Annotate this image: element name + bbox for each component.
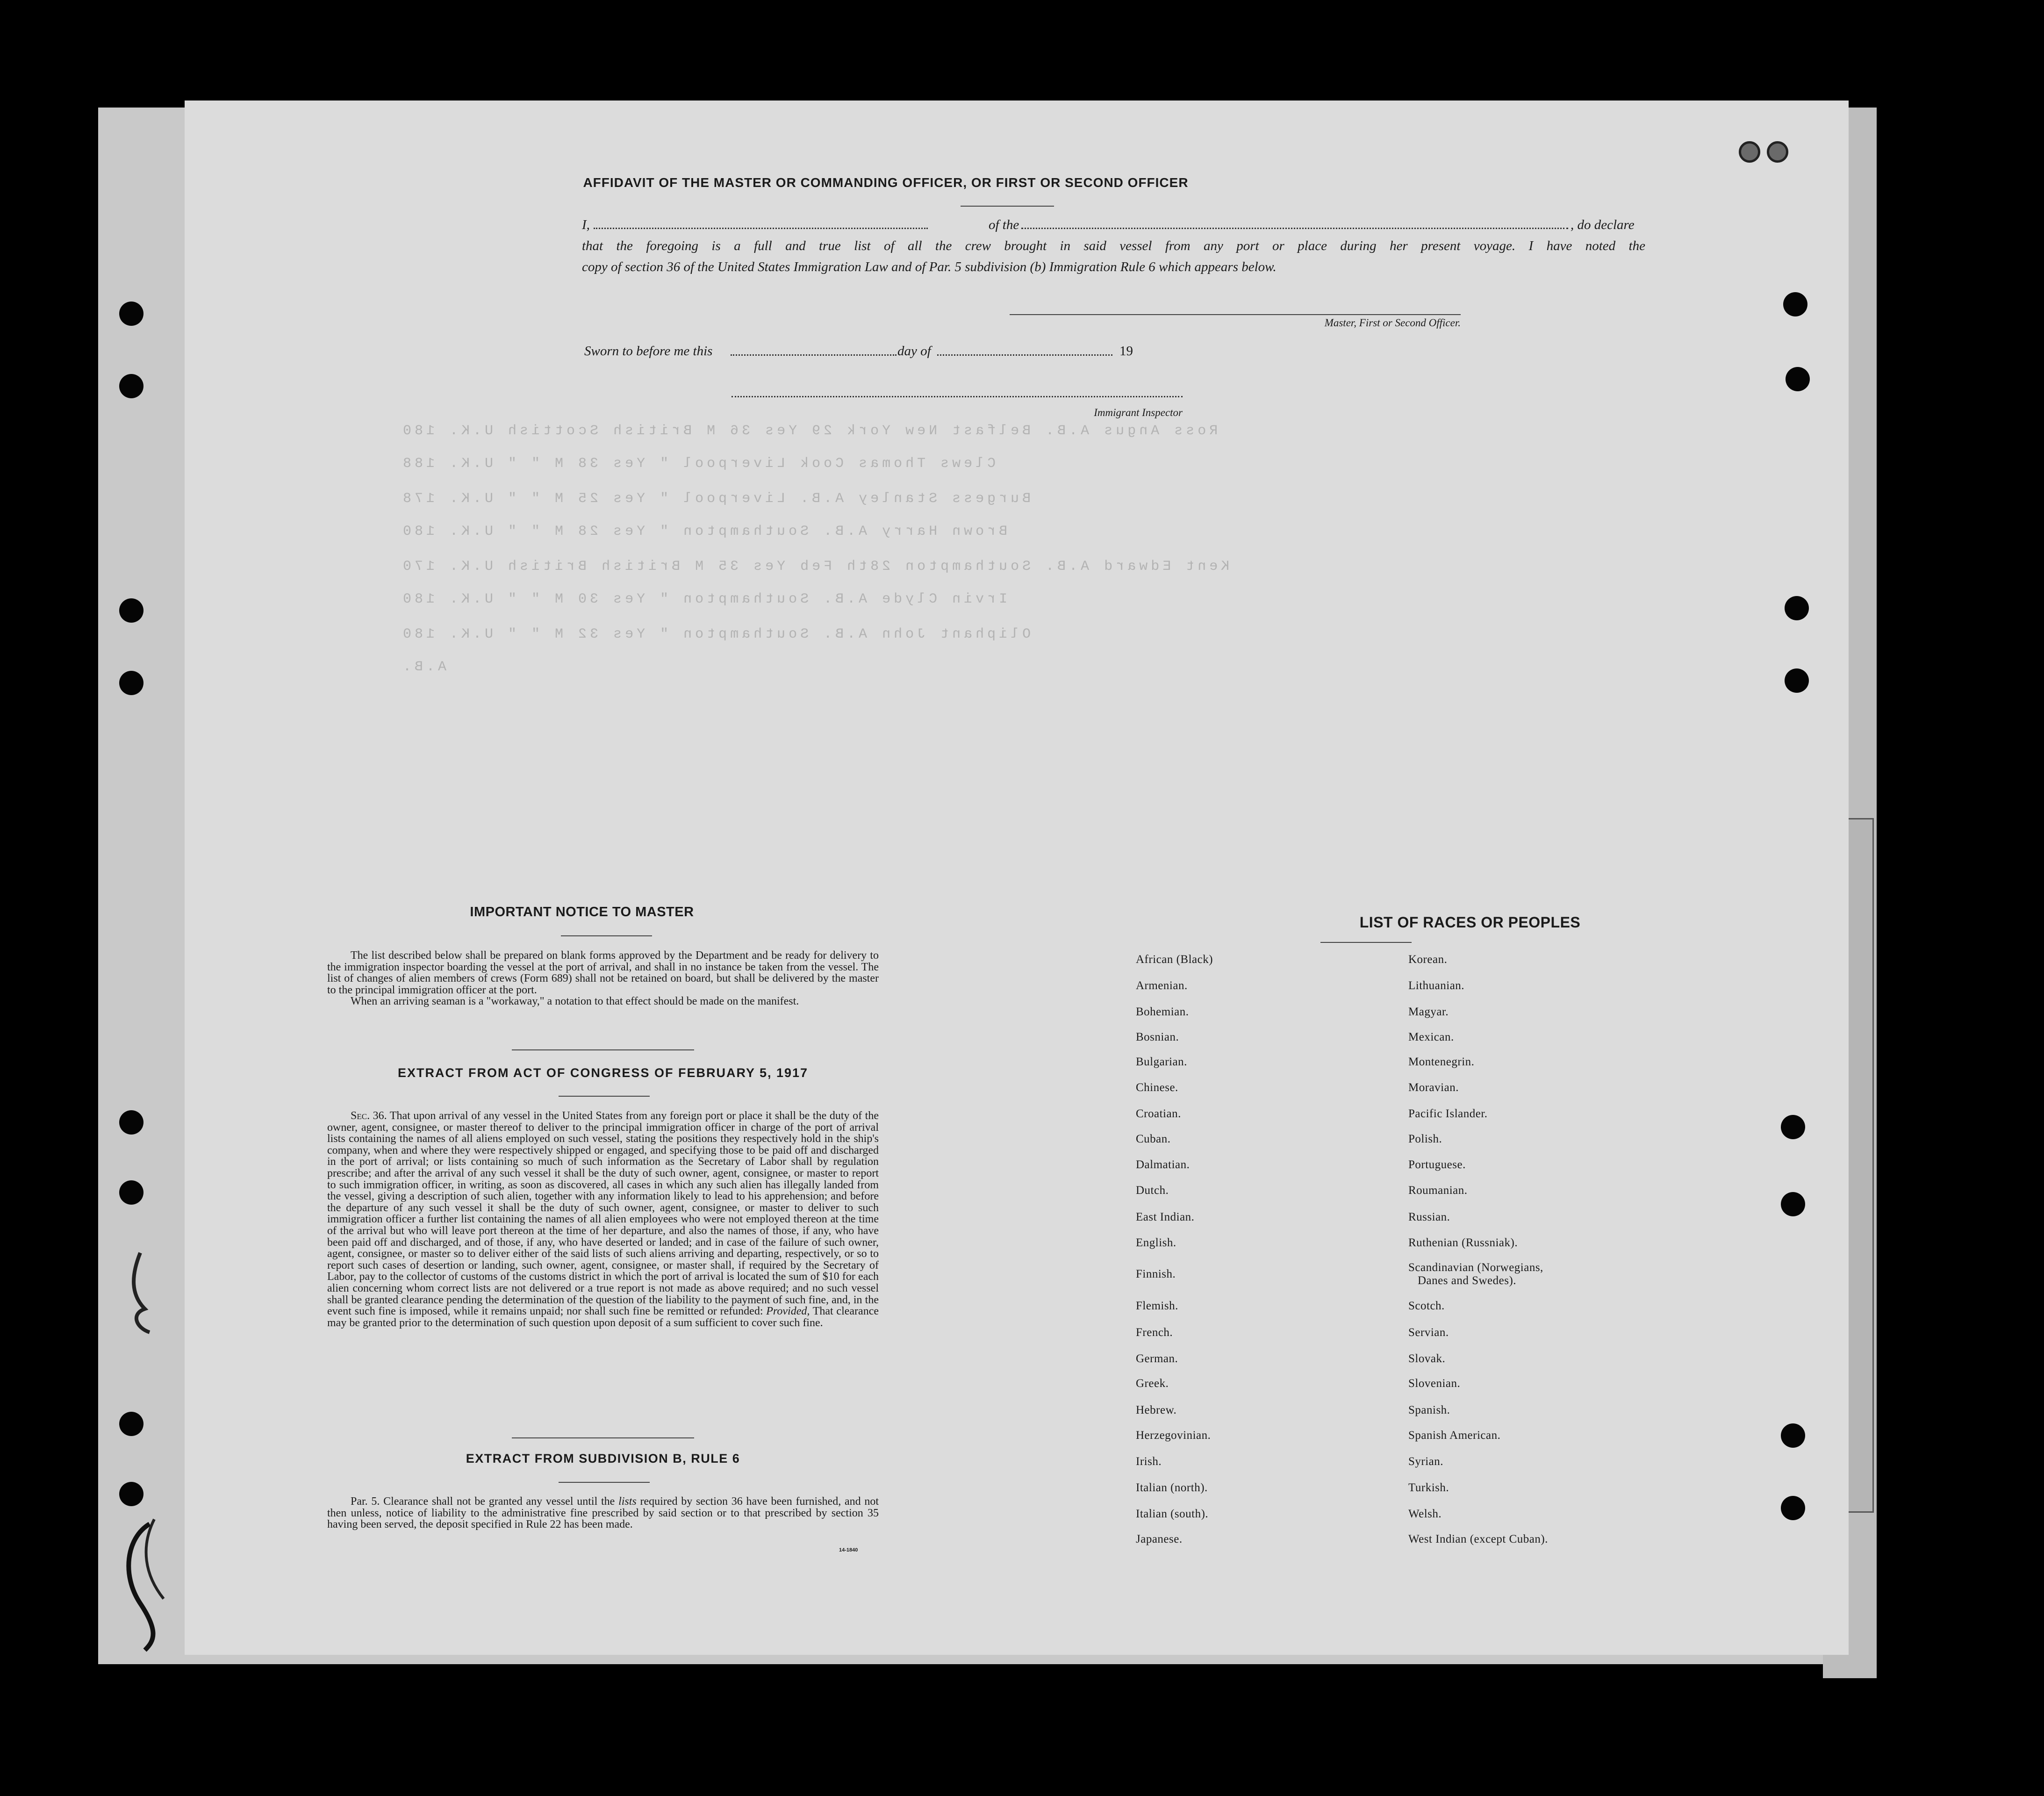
punch-hole	[119, 598, 143, 623]
race-item: French.	[1136, 1326, 1173, 1339]
race-item: Cuban.	[1136, 1133, 1171, 1145]
punch-hole	[1767, 141, 1788, 163]
punch-hole	[1781, 1115, 1805, 1139]
race-item: Magyar.	[1408, 1006, 1449, 1018]
bleed-line: Kent Edward A.B. Southampton 28th Feb Yes 35 M British British U.K. 170	[400, 559, 1230, 575]
notice-rule	[561, 935, 652, 936]
race-item: Japanese.	[1136, 1533, 1183, 1545]
race-item: Armenian.	[1136, 979, 1188, 992]
race-item: Italian (north).	[1136, 1481, 1208, 1494]
of-the-label: of the	[989, 217, 1019, 232]
race-item: Slovenian.	[1408, 1377, 1461, 1390]
affidavit-title: AFFIDAVIT OF THE MASTER OR COMMANDING OFFICER, OR FIRST OR SECOND OFFICER	[583, 175, 1189, 190]
race-item: Roumanian.	[1408, 1184, 1468, 1197]
declaration-line-3: copy of section 36 of the United States Immigration Law and of Par. 5 subdivision (b) Immigration Rule 6 which appears below.	[582, 259, 1277, 274]
race-item: Chinese.	[1136, 1081, 1178, 1094]
i-label: I,	[582, 217, 590, 232]
race-item: Scandinavian (Norwegians,	[1408, 1261, 1543, 1274]
race-item: Greek.	[1136, 1377, 1169, 1390]
punch-hole	[119, 374, 143, 398]
punch-hole	[119, 1180, 143, 1205]
bleed-line: Burgess Stanley A.B. Liverpool " Yes 25 M " " U.K. 178	[400, 491, 1031, 507]
notice-title: IMPORTANT NOTICE TO MASTER	[470, 905, 694, 920]
section-label: Sec. 36.	[351, 1110, 387, 1122]
punch-hole	[1785, 668, 1809, 693]
binding-tab	[1845, 818, 1874, 1513]
race-item: Korean.	[1408, 953, 1448, 966]
par-5-text	[327, 1496, 879, 1530]
notice-paragraph-1: The list described below shall be prepared on blank forms approved by the Department and be ready for delivery to the immigration inspector boarding the vessel at the port of arrival, and shall in no instance be taken from the vessel. The list of changes of alien members of crews (Form 689) shall not be retained on board, but shall be delivered by the master to the principal immigration officer at the port.	[327, 949, 879, 996]
race-item: Dutch.	[1136, 1184, 1169, 1197]
race-item: Pacific Islander.	[1408, 1107, 1488, 1120]
master-signature-line	[1010, 314, 1461, 315]
notice-paragraph-2: When an arriving seaman is a "workaway," a notation to that effect should be made on the manifest.	[351, 995, 799, 1008]
year-label: 19	[1119, 344, 1133, 359]
race-item: Scotch.	[1408, 1300, 1445, 1312]
race-item: Dalmatian.	[1136, 1158, 1190, 1171]
section-divider-2	[512, 1437, 694, 1438]
punch-hole	[1781, 1192, 1805, 1216]
race-item: Polish.	[1408, 1133, 1442, 1145]
declaration-line-2: that the foregoing is a full and true list of all the crew brought in said vessel from any port or place during her present voyage. I have noted the	[582, 238, 1645, 253]
name-blank	[594, 228, 928, 229]
punch-hole	[1781, 1496, 1805, 1520]
rule-extract-body	[327, 1496, 879, 1530]
race-item: Danes and Swedes).	[1418, 1274, 1517, 1287]
provided-word: Provided,	[766, 1305, 810, 1318]
punch-hole	[119, 1110, 143, 1135]
section-36-text	[327, 1110, 879, 1329]
bleed-line: Oliphant John A.B. Southampton " Yes 32 M " " U.K. 180	[400, 626, 1031, 642]
binding-string	[112, 1239, 187, 1660]
race-item: Russian.	[1408, 1211, 1450, 1223]
bleed-line: A.B.	[400, 659, 447, 675]
race-item: Bosnian.	[1136, 1031, 1179, 1043]
do-declare-label: , do declare	[1571, 217, 1635, 232]
section-36-end: That clearance may be granted prior to the determination of such question upon deposit of a sum sufficient to cover such fine.	[327, 1305, 879, 1329]
day-of-label: day of	[897, 344, 931, 359]
races-title: LIST OF RACES OR PEOPLES	[1359, 914, 1581, 931]
section-36-body: That upon arrival of any vessel in the United States from any foreign port or place it shall be the duty of the owner, agent, consignee, or master thereof to deliver to the principal immigration officer in charge of the port of arrival lists containing the names of all aliens employed on such vessel, stating the positions they respectively hold in the ship's company, when and where they were respectively shipped or engaged, and specifying those to be paid off and discharged in the port of arrival; or lists containing so much of such information as the Secretary of Labor shall by regulation prescribe; and after the arrival of any such vessel it shall be the duty of such owner, agent, consignee, or master to report to such immigration officer, in writing, as soon as discovered, all cases in which any such alien has illegally landed from the vessel, giving a description of such alien, together with any information likely to lead to his apprehension; and before the departure of any such vessel it shall be the duty of such owner, agent, consignee, or master to deliver to such immigration officer a further list containing the names of all alien employees who were not employed thereon at the time of the arrival but who will leave port thereon at the time of her departure, and also the names of those, if any, who have been paid off and discharged, and of those, if any, who have deserted or landed; and in case of the failure of such owner, agent, consignee, or master so to deliver either of the said lists of such aliens arriving and departing, respectively, or so to report such cases of desertion or landing, such owner, agent, consignee, or master shall, if required by the Secretary of Labor, pay to the collector of customs of the customs district in which the port of arrival is located the sum of $10 for each alien concerning whom correct lists are not delivered or a true report is not made as above required; and no such vessel shall be granted clearance pending the determination of the question of the liability to the payment of such fine, and, in the event such fine is imposed, while it remains unpaid; nor shall such fine be remitted or refunded:	[327, 1110, 879, 1318]
race-item: Spanish.	[1408, 1404, 1450, 1416]
bleed-line: Irvin Clyde A.B. Southampton " Yes 30 M " " U.K. 180	[400, 591, 1008, 607]
punch-hole	[1739, 141, 1760, 163]
race-item: Bohemian.	[1136, 1006, 1189, 1018]
inspector-signature-line	[732, 396, 1183, 397]
race-item: Ruthenian (Russniak).	[1408, 1236, 1518, 1249]
punch-hole	[1781, 1423, 1805, 1448]
punch-hole	[1785, 596, 1809, 620]
par-5-a: Par. 5. Clearance shall not be granted any vessel until the	[351, 1495, 615, 1508]
rule-extract-rule	[559, 1482, 650, 1483]
vessel-blank	[1021, 228, 1568, 229]
race-item: Flemish.	[1136, 1300, 1178, 1312]
master-signature-label: Master, First or Second Officer.	[1324, 317, 1461, 329]
act-extract-title: EXTRACT FROM ACT OF CONGRESS OF FEBRUARY 5, 1917	[397, 1066, 809, 1080]
race-item: Turkish.	[1408, 1481, 1449, 1494]
race-item: Slovak.	[1408, 1352, 1446, 1365]
race-item: Hebrew.	[1136, 1404, 1177, 1416]
sworn-month-blank	[937, 354, 1112, 356]
race-item: West Indian (except Cuban).	[1408, 1533, 1548, 1545]
declaration-line-1	[582, 217, 1643, 233]
race-item: Bulgarian.	[1136, 1056, 1187, 1068]
lists-word: lists	[618, 1495, 637, 1508]
race-item: English.	[1136, 1236, 1176, 1249]
act-extract-body	[327, 1110, 879, 1329]
act-extract-rule	[559, 1096, 650, 1097]
race-item: African (Black)	[1136, 953, 1213, 966]
race-item: East Indian.	[1136, 1211, 1195, 1223]
races-rule	[1320, 942, 1412, 943]
race-item: Servian.	[1408, 1326, 1449, 1339]
race-item: German.	[1136, 1352, 1178, 1365]
race-item: Portuguese.	[1408, 1158, 1466, 1171]
race-item: Mexican.	[1408, 1031, 1454, 1043]
race-item: Spanish American.	[1408, 1429, 1501, 1442]
document-page	[185, 101, 1849, 1655]
par-5-b: required by section 36 have been furnished, and not then unless, notice of liability to the administrative fine prescribed by said section or to that prescribed by section 35 having been served, the deposit specified in Rule 22 has been made.	[327, 1495, 879, 1531]
inspector-signature-label: Immigrant Inspector	[1094, 407, 1183, 418]
race-item: Italian (south).	[1136, 1508, 1209, 1520]
notice-body	[327, 950, 879, 1007]
bleed-line: Ross Angus A.B. Belfast New York 29 Yes 36 M British Scottish U.K. 180	[400, 423, 1218, 439]
race-item: Welsh.	[1408, 1508, 1442, 1520]
race-item: Herzegovinian.	[1136, 1429, 1211, 1442]
punch-hole	[1783, 292, 1807, 316]
sworn-label: Sworn to before me this	[584, 344, 713, 359]
punch-hole	[119, 302, 143, 326]
sworn-day-blank	[731, 354, 896, 356]
race-item: Croatian.	[1136, 1107, 1181, 1120]
punch-hole	[119, 671, 143, 695]
title-rule	[961, 206, 1054, 207]
race-item: Lithuanian.	[1408, 979, 1465, 992]
race-item: Montenegrin.	[1408, 1056, 1475, 1068]
punch-hole	[1786, 367, 1810, 391]
section-divider	[512, 1049, 694, 1050]
race-item: Moravian.	[1408, 1081, 1459, 1094]
bleed-line: Brown Harry A.B. Southampton " Yes 28 M " " U.K. 180	[400, 524, 1008, 539]
race-item: Irish.	[1136, 1455, 1162, 1468]
race-item: Syrian.	[1408, 1455, 1444, 1468]
race-item: Finnish.	[1136, 1268, 1176, 1280]
form-number: 14-1840	[839, 1547, 858, 1553]
bleed-line: Clews Thomas Cook Liverpool " Yes 38 M " " U.K. 188	[400, 456, 996, 472]
rule-extract-title: EXTRACT FROM SUBDIVISION B, RULE 6	[466, 1451, 740, 1466]
